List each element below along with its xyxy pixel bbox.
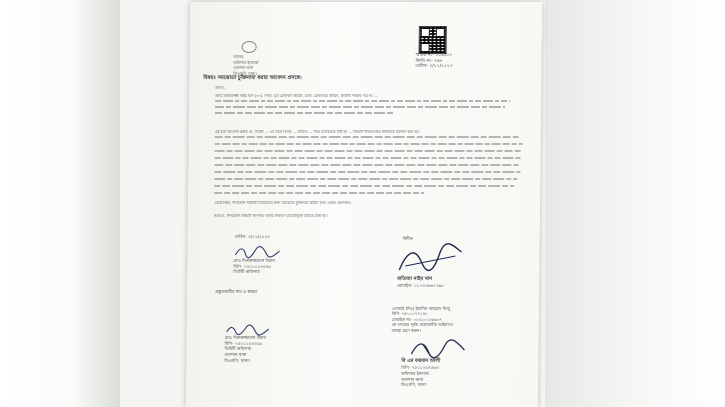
ig-note-line: এসআই (নিঃ) ইয়াসিন আহমেদ খিজু [391,306,451,311]
police-seal-icon [242,41,257,53]
officer1-name: মোঃ দিনারুজ্জামান উমান [233,258,275,263]
body-paragraph-1 [215,94,515,117]
qr-finder-icon [421,28,430,37]
salutation [215,86,515,91]
officer1-title: ডিউটি অফিসার [233,269,260,275]
ig-note-line: মোবাইল নং- ০১৩২০১৩৫৬৩৭ [391,316,442,322]
paragraph-lines [214,135,525,197]
qr-finder-icon [436,28,445,37]
oc-block [401,359,440,388]
officer2-id: বিপি- ৭৫০১০২৩৩৫৯ [224,340,263,346]
subject-line: বিষয়ঃ সমঝোতা চুক্তিনামা করার আবেদন প্রসঙ্গে। [203,75,302,81]
officer2-station: গুলশান থানা [224,352,247,358]
paragraph-text: এমতাবস্থায়, উপরোক্ত বিষয়টি ভবিষ্যতের জন্য সমঝোতা চুক্তিনামা করিয়া রাখা একান্ত প্রয়োজন। [213,201,351,205]
oc-title: অফিসার ইনচার্জ [401,371,429,377]
oc-station: গুলশান থানা [401,376,424,382]
officer2-title: ডিউটি অফিসার [224,346,252,352]
oc-id: বিপি- ৭৫০১০৫৪৫৬৩ [401,365,439,371]
header-date: তারিখ- ৩/১১/২০২৩ [415,64,453,69]
oc-name: বি এম ফরমান আলী [401,359,441,364]
qr-code-icon [419,26,447,54]
recipient-line: বরাবর, [233,54,245,59]
gd-number: জিডি নং- ৩৬৮ [415,58,443,64]
paragraph-text: এই মর্মে আবেদন করছি যে, বিবাদী ... এর সাথে বিগত ... তারিখে ... নিয়ে মতবিরোধ সৃষ্টি হয় ... বিষয়টি উভয়পক্ষের সম্মতিতে সমাধান করা হয়। [214,130,420,134]
officer1-block [233,258,275,275]
paragraph-text: অতএব, উপরোক্ত বিষয়টি আপনার থানার সাধারণ ডায়েরীভুক্ত করিতে মর্জি হয়। [213,214,328,218]
ig-note-line: ব্যবস্থা গ্রহণ করুন। [391,327,421,333]
background-right [545,0,725,407]
ig-note-block [392,306,454,333]
officer2-name: মোঃ দিনারুজ্জামান উমান [224,335,267,340]
officer1-id: বিপি- ৭৫০১০২৩৩৫৯ [233,263,272,269]
recipient-line: গুলশান থানা [233,65,254,70]
applicant-block [397,277,444,289]
applicant-name: বাতিজা নাইম খান [397,277,433,282]
recipient-line: অফিসার ইনচার্জ [233,59,259,65]
body-paragraph-2 [214,130,525,199]
recipient-line: ডিএমপি, ঢাকা। [233,70,257,76]
prepared-by: প্রস্তুতকারীর নাম ও স্বাক্ষর [215,289,257,294]
officer1-signature-icon [233,245,281,259]
background-left [0,0,120,407]
document-date: তারিখ- ৩/১১/২০২৩ [234,234,271,239]
body-paragraph-4 [214,214,514,219]
applicant-mobile: মোবাইল- ০১৭৩৩৬৬৭৩৯৮ [397,283,445,289]
closing-text: বিনীত [402,236,414,241]
body-paragraph-3 [214,201,514,206]
document-paper [186,2,542,407]
paragraph-text: আমি বিজয়লক্ষ্মী নাইম খান (৩০), পিতা- মৃত মোহাম্মদ আমিন, মাতা- মোকাররম আমিন, জাতীয় পরিচয় পত্র নং- ... [215,94,379,98]
qr-finder-icon [421,43,430,52]
memo-number: স্মারক নং- ১০৯৯২২ [415,53,453,58]
reference-block [415,53,525,70]
paragraph-lines [215,99,515,115]
ig-note-line: কে তদন্তের পূর্বক প্রয়োজনীয় আইনগত [391,322,454,328]
officer2-block [224,335,266,363]
oc-city: ডিএমপি, ঢাকা। [401,382,427,388]
oc-signature-icon [408,338,468,360]
salutation-text: জনাব, [215,86,225,90]
officer2-city: ডিএমপি, ঢাকা। [224,357,251,363]
recipient-address [233,54,258,76]
ig-note-line: বিপি- ৭৫১১০৭৭১৫০ [391,311,428,317]
applicant-signature-icon [395,242,465,276]
